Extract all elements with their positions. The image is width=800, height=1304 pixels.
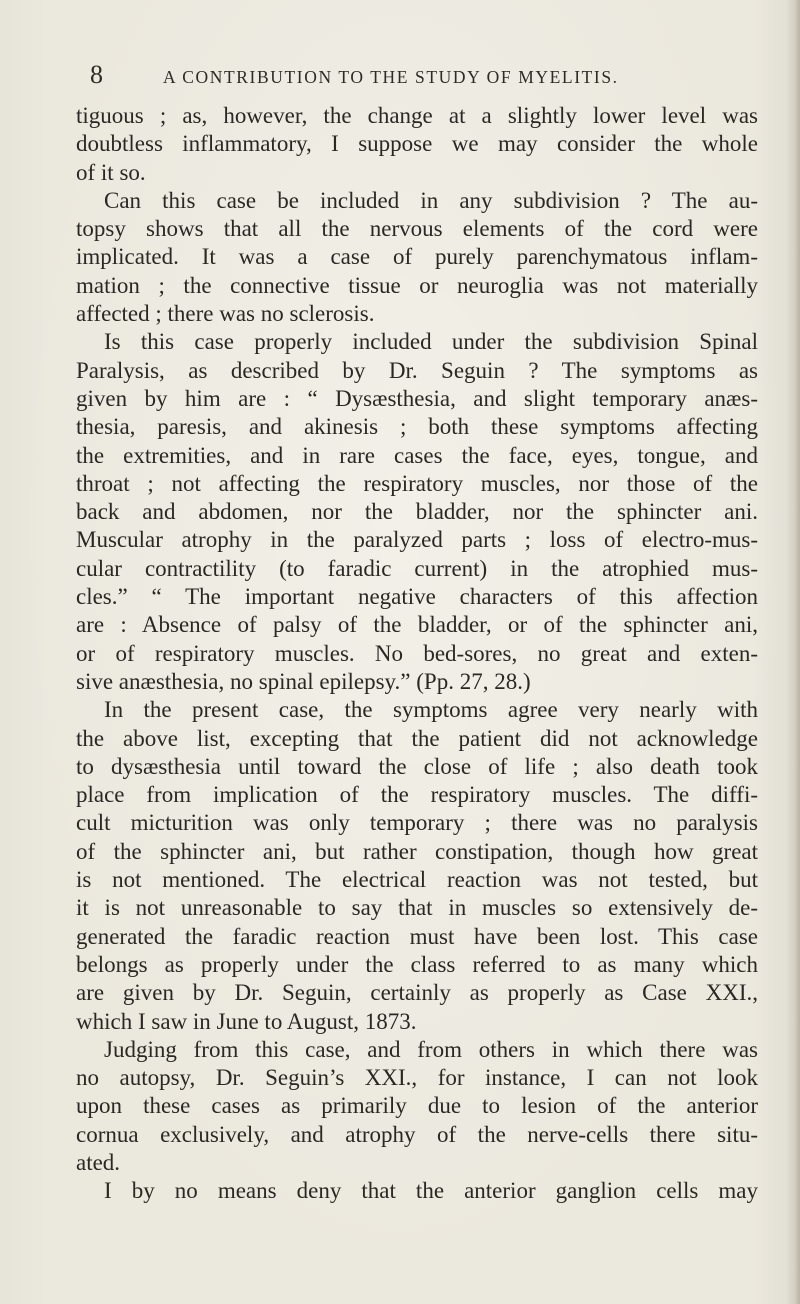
text-line: doubtless inflammatory, I suppose we may consider the whole bbox=[76, 131, 758, 157]
page-number: 8 bbox=[90, 60, 103, 89]
text-line: back and abdomen, nor the bladder, nor the sphincter ani. bbox=[76, 499, 758, 525]
text-line: the extremities, and in rare cases the face, eyes, tongue, and bbox=[76, 442, 758, 468]
text-line: given by him are : “ Dysæsthesia, and slight temporary anæs- bbox=[76, 385, 758, 411]
text-line: mation ; the connective tissue or neuroglia was not materially bbox=[76, 272, 758, 298]
page-edge bbox=[786, 0, 800, 1304]
text-line: which I saw in June to August, 1873. bbox=[76, 1008, 417, 1034]
page-header bbox=[90, 58, 750, 92]
text-line: I by no means deny that the anterior ganglion cells may bbox=[104, 1178, 758, 1204]
text-line: cular contractility (to faradic current) in the atrophied mus- bbox=[76, 555, 758, 581]
text-line: belongs as properly under the class referred to as many which bbox=[76, 951, 758, 977]
text-line: of the sphincter ani, but rather constipation, though how great bbox=[76, 838, 758, 864]
text-line: it is not unreasonable to say that in muscles so extensively de- bbox=[76, 895, 758, 921]
text-line: no autopsy, Dr. Seguin’s XXI., for instance, I can not look bbox=[76, 1065, 758, 1091]
text-line: to dysæsthesia until toward the close of life ; also death took bbox=[76, 753, 758, 779]
text-line: topsy shows that all the nervous elements of the cord were bbox=[76, 216, 758, 242]
text-line: Paralysis, as described by Dr. Seguin ? The symptoms as bbox=[76, 357, 758, 383]
text-line: affected ; there was no sclerosis. bbox=[76, 301, 375, 327]
text-line: tiguous ; as, however, the change at a slightly lower level was bbox=[76, 103, 758, 128]
text-line: place from implication of the respiratory muscles. The diffi- bbox=[76, 782, 758, 808]
text-line: Muscular atrophy in the paralyzed parts ; loss of electro-mus- bbox=[76, 527, 758, 553]
text-line: or of respiratory muscles. No bed-sores, no great and exten- bbox=[76, 640, 758, 666]
text-line: of it so. bbox=[76, 159, 146, 185]
text-line: cornua exclusively, and atrophy of the nerve-cells there situ- bbox=[76, 1121, 758, 1147]
running-title: A CONTRIBUTION TO THE STUDY OF MYELITIS. bbox=[163, 67, 619, 87]
body-text bbox=[76, 102, 758, 1206]
text-line: the above list, excepting that the patient did not acknowledge bbox=[76, 725, 758, 751]
text-line: is not mentioned. The electrical reaction was not tested, but bbox=[76, 867, 758, 893]
text-line: In the present case, the symptoms agree very nearly with bbox=[104, 697, 758, 723]
text-line: generated the faradic reaction must have been lost. This case bbox=[76, 923, 758, 949]
text-line: Judging from this case, and from others in which there was bbox=[104, 1036, 758, 1062]
text-line: Is this case properly included under the subdivision Spinal bbox=[104, 329, 758, 355]
text-line: are given by Dr. Seguin, certainly as properly as Case XXI., bbox=[76, 980, 758, 1006]
text-line: ated. bbox=[76, 1149, 121, 1175]
text-line: thesia, paresis, and akinesis ; both these symptoms affecting bbox=[76, 414, 758, 440]
text-line: throat ; not affecting the respiratory muscles, nor those of the bbox=[76, 470, 758, 496]
text-line: cult micturition was only temporary ; there was no paralysis bbox=[76, 810, 758, 836]
text-line: Can this case be included in any subdivision ? The au- bbox=[104, 187, 758, 213]
text-line: sive anæsthesia, no spinal epilepsy.” (Pp. 27, 28.) bbox=[76, 668, 531, 694]
text-line: are : Absence of palsy of the bladder, or of the sphincter ani, bbox=[76, 612, 758, 638]
text-line: cles.” “ The important negative characters of this affection bbox=[76, 584, 758, 610]
text-line: implicated. It was a case of purely parenchymatous inflam- bbox=[76, 244, 758, 270]
text-line: upon these cases as primarily due to lesion of the anterior bbox=[76, 1093, 758, 1119]
